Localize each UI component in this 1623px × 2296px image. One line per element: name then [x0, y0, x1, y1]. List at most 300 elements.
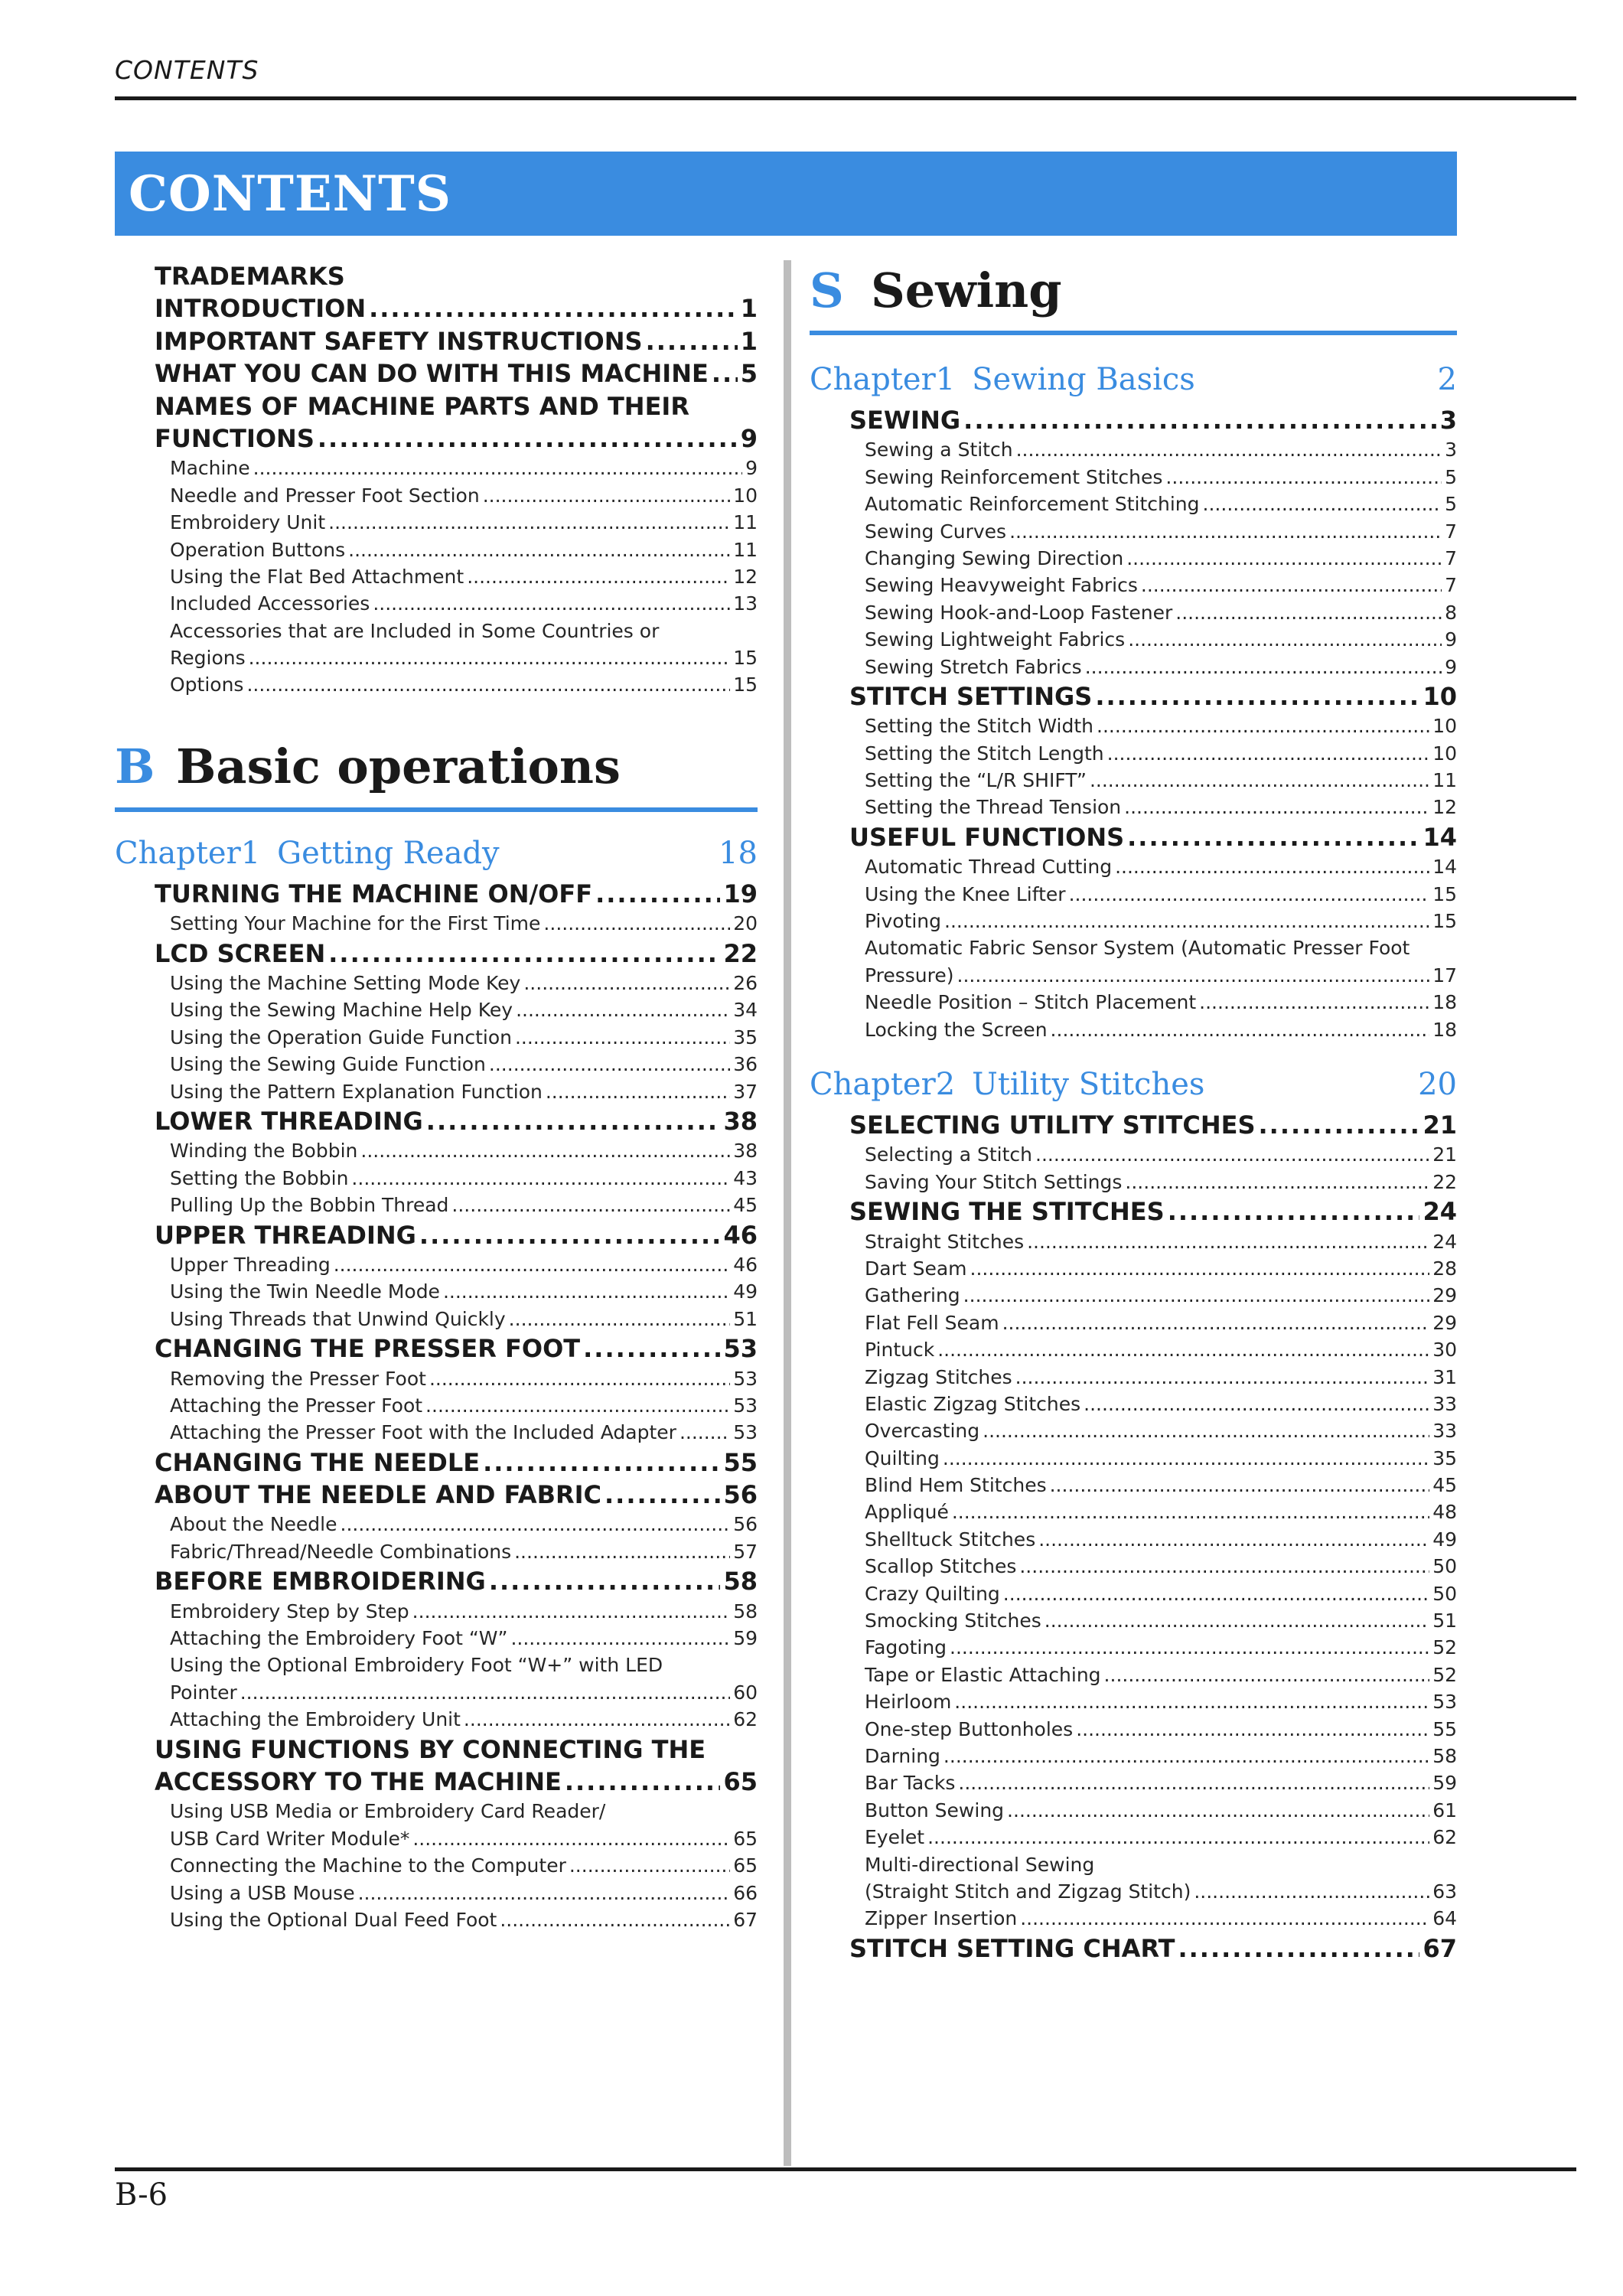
dot-leader — [1015, 1364, 1430, 1391]
toc-entry-title: Attaching the Presser Foot with the Included Adapter — [170, 1421, 676, 1444]
toc-entry-title: Using the Twin Needle Mode — [170, 1280, 440, 1303]
toc-subentry[interactable] — [865, 1716, 1457, 1743]
toc-entry-title: Tape or Elastic Attaching — [865, 1663, 1101, 1686]
toc-entry-page: 46 — [733, 1253, 758, 1276]
toc-entry[interactable] — [155, 1565, 758, 1597]
dot-leader — [419, 1219, 721, 1251]
dot-leader — [712, 357, 738, 390]
toc-subentry[interactable] — [865, 1634, 1457, 1661]
toc-entry-title: Crazy Quilting — [865, 1582, 1000, 1605]
toc-subentry[interactable] — [170, 563, 758, 590]
toc-subentry[interactable] — [170, 1679, 758, 1706]
toc-subentry[interactable] — [865, 1391, 1457, 1417]
toc-entry-title: One-step Buttonholes — [865, 1717, 1074, 1740]
toc-entry-title: IMPORTANT SAFETY INSTRUCTIONS — [155, 326, 643, 356]
toc-subentry[interactable] — [865, 599, 1457, 626]
dot-leader — [483, 1446, 720, 1479]
section-heading-sewing — [810, 260, 1457, 335]
toc-entry-page: 7 — [1445, 520, 1457, 543]
dot-leader — [1097, 713, 1429, 739]
dot-leader — [1125, 1169, 1429, 1195]
toc-entry-title: Saving Your Stitch Settings — [865, 1170, 1123, 1193]
toc-subentry[interactable] — [170, 1051, 758, 1078]
toc-entry-page: 14 — [1432, 856, 1457, 879]
toc-entry-title: Embroidery Step by Step — [170, 1600, 409, 1623]
toc-entry-page: 8 — [1445, 601, 1457, 624]
dot-leader — [412, 1825, 730, 1852]
section-title: Basic operations — [176, 739, 621, 795]
toc-entry-page: 18 — [1432, 1018, 1457, 1041]
toc-subentry[interactable] — [865, 989, 1457, 1016]
toc-entry-title: Using the Flat Bed Attachment — [170, 565, 464, 588]
chapter-title: Utility Stitches — [972, 1066, 1205, 1102]
toc-subentry[interactable] — [170, 455, 758, 481]
toc-entry-title: Connecting the Machine to the Computer — [170, 1854, 566, 1877]
dot-leader — [1084, 1391, 1429, 1417]
toc-subentry[interactable] — [170, 1798, 758, 1825]
toc-subentry[interactable] — [865, 1228, 1457, 1255]
toc-subentry[interactable] — [865, 436, 1457, 463]
dot-leader — [1124, 794, 1429, 820]
toc-entry-page: 7 — [1445, 574, 1457, 597]
toc-entry-page: 43 — [733, 1166, 758, 1189]
toc-entry-page: 11 — [733, 538, 758, 561]
toc-entry-title: Attaching the Presser Foot — [170, 1394, 423, 1417]
toc-entry-page: 58 — [733, 1600, 758, 1623]
chapter-number: Chapter1 — [810, 362, 956, 397]
toc-subentry[interactable] — [865, 626, 1457, 653]
toc-entry[interactable] — [155, 325, 758, 357]
toc-entry-title: STITCH SETTING CHART — [849, 1933, 1175, 1963]
toc-entry-title: Needle and Presser Foot Section — [170, 484, 480, 507]
dot-leader — [543, 910, 730, 937]
toc-entry-page: 17 — [1432, 964, 1457, 987]
dot-leader — [943, 1743, 1429, 1769]
dot-leader — [1104, 1662, 1430, 1688]
toc-subentry[interactable] — [170, 996, 758, 1023]
toc-subentry[interactable] — [170, 509, 758, 536]
dot-leader — [1035, 1141, 1429, 1168]
toc-subentry[interactable] — [170, 1137, 758, 1164]
dot-leader — [1259, 1109, 1420, 1141]
toc-entry-title: FUNCTIONS — [155, 423, 314, 453]
dot-leader — [373, 590, 730, 617]
toc-subentry[interactable] — [865, 1526, 1457, 1553]
toc-entry-page: 63 — [1432, 1880, 1457, 1903]
toc-entry-title: Machine — [170, 457, 250, 480]
toc-entry-title: Multi-directional Sewing — [865, 1853, 1095, 1876]
toc-entry-page: 55 — [1432, 1717, 1457, 1740]
dot-leader — [963, 404, 1437, 436]
sewing-basics-entries — [810, 404, 1457, 1043]
toc-entry-page: 67 — [733, 1908, 758, 1931]
toc-entry-title: Dart Seam — [865, 1257, 967, 1280]
toc-entry[interactable] — [155, 1446, 758, 1479]
dot-leader — [1095, 680, 1419, 713]
toc-entry[interactable] — [849, 1932, 1457, 1965]
toc-entry-title: CHANGING THE PRESSER FOOT — [155, 1334, 581, 1364]
toc-subentry[interactable] — [865, 1824, 1457, 1851]
toc-entry[interactable] — [155, 1766, 758, 1798]
toc-entry-title: Using the Pattern Explanation Function — [170, 1080, 543, 1103]
toc-subentry[interactable] — [170, 1419, 758, 1446]
toc-entry-title: UPPER THREADING — [155, 1220, 416, 1250]
toc-entry-title: Zipper Insertion — [865, 1907, 1018, 1930]
toc-entry-title: Fagoting — [865, 1636, 947, 1659]
toc-entry-page: 38 — [723, 1106, 758, 1136]
dot-leader — [516, 996, 730, 1023]
chapter-title: Sewing Basics — [972, 362, 1195, 397]
toc-subentry[interactable] — [865, 1417, 1457, 1444]
toc-entry-title: Bar Tacks — [865, 1772, 956, 1795]
dot-leader — [927, 1824, 1429, 1851]
toc-entry-page: 15 — [733, 647, 758, 670]
dot-leader — [1069, 881, 1430, 908]
toc-subentry[interactable] — [170, 1278, 758, 1305]
toc-entry-page: 53 — [733, 1394, 758, 1417]
utility-stitches-entries — [810, 1109, 1457, 1965]
toc-subentry[interactable] — [170, 482, 758, 509]
toc-subentry[interactable] — [865, 740, 1457, 767]
toc-entry-page: 55 — [723, 1447, 758, 1477]
toc-entry-page: 35 — [733, 1026, 758, 1049]
toc-subentry[interactable] — [170, 1706, 758, 1733]
toc-subentry[interactable] — [170, 1078, 758, 1105]
toc-entry-title: Using a USB Mouse — [170, 1881, 355, 1904]
toc-entry-page: 61 — [1432, 1799, 1457, 1821]
toc-entry[interactable] — [155, 422, 758, 455]
dot-leader — [451, 1192, 730, 1218]
toc-subentry[interactable] — [865, 1553, 1457, 1580]
toc-entry-page: 21 — [1432, 1143, 1457, 1166]
toc-entry-page: 58 — [723, 1567, 758, 1596]
toc-entry-page: 46 — [723, 1220, 758, 1250]
toc-entry-page: 49 — [733, 1280, 758, 1303]
toc-entry[interactable] — [155, 390, 758, 422]
dot-leader — [412, 1598, 731, 1625]
toc-entry-title: USB Card Writer Module* — [170, 1827, 410, 1850]
toc-subentry[interactable] — [865, 1282, 1457, 1309]
toc-entry-page: 11 — [1432, 769, 1457, 792]
right-column — [810, 260, 1457, 1965]
toc-entry-title: Attaching the Embroidery Foot “W” — [170, 1627, 508, 1650]
toc-entry-title: Sewing Lightweight Fabrics — [865, 628, 1126, 651]
bottom-rule — [115, 2167, 1576, 2171]
toc-subentry[interactable] — [170, 1024, 758, 1051]
toc-subentry[interactable] — [865, 654, 1457, 680]
toc-subentry[interactable] — [865, 1688, 1457, 1715]
toc-entry[interactable] — [849, 404, 1457, 436]
toc-entry-title: Sewing a Stitch — [865, 439, 1013, 461]
toc-entry-page: 1 — [740, 294, 758, 324]
toc-subentry[interactable] — [865, 1878, 1457, 1905]
toc-entry-title: Heirloom — [865, 1691, 952, 1714]
toc-entry-page: 51 — [733, 1307, 758, 1330]
left-column — [115, 260, 758, 1933]
toc-entry-title: BEFORE EMBROIDERING — [155, 1567, 486, 1596]
toc-subentry[interactable] — [865, 1905, 1457, 1932]
toc-entry-title: Attaching the Embroidery Unit — [170, 1708, 461, 1731]
toc-entry-page: 14 — [1423, 822, 1457, 852]
dot-leader — [546, 1078, 730, 1105]
front-matter-list — [115, 260, 758, 455]
toc-entry-title: Using the Knee Lifter — [865, 882, 1066, 905]
toc-subentry[interactable] — [865, 464, 1457, 491]
toc-subentry[interactable] — [865, 1851, 1457, 1878]
toc-entry-title: Changing Sewing Direction — [865, 546, 1124, 569]
toc-entry-title: Elastic Zigzag Stitches — [865, 1392, 1081, 1415]
toc-subentry[interactable] — [170, 1906, 758, 1933]
toc-entry-title: INTRODUCTION — [155, 294, 367, 324]
chapter-heading-sewing-basics[interactable] — [810, 358, 1457, 401]
toc-entry-page: 29 — [1432, 1311, 1457, 1334]
toc-entry-title: Selecting a Stitch — [865, 1143, 1033, 1166]
toc-subentry[interactable] — [170, 1538, 758, 1565]
toc-subentry[interactable] — [170, 590, 758, 617]
dot-leader — [952, 1499, 1429, 1525]
toc-entry[interactable] — [849, 1109, 1457, 1141]
column-divider — [784, 260, 791, 2166]
toc-subentry[interactable] — [865, 1169, 1457, 1195]
toc-entry-title: Removing the Presser Foot — [170, 1367, 426, 1390]
toc-entry-title: Included Accessories — [170, 592, 370, 615]
toc-entry-title: Using the Optional Dual Feed Foot — [170, 1908, 497, 1931]
toc-entry-page: 15 — [1432, 882, 1457, 905]
toc-entry[interactable] — [155, 292, 758, 325]
toc-entry-page: 1 — [740, 326, 758, 356]
toc-entry-title: LOWER THREADING — [155, 1106, 423, 1136]
toc-subentry[interactable] — [170, 618, 758, 644]
toc-entry-page: 9 — [745, 457, 758, 480]
toc-subentry[interactable] — [865, 713, 1457, 739]
toc-entry-page: 57 — [733, 1540, 758, 1563]
toc-entry[interactable] — [849, 680, 1457, 713]
dot-leader — [595, 878, 720, 910]
toc-subentry[interactable] — [865, 908, 1457, 934]
toc-entry-page: 10 — [1432, 742, 1457, 765]
toc-subentry[interactable] — [865, 491, 1457, 517]
toc-entry-title: Sewing Hook-and-Loop Fastener — [865, 601, 1173, 624]
dot-leader — [426, 1105, 721, 1137]
toc-subentry[interactable] — [170, 1625, 758, 1652]
toc-subentry[interactable] — [865, 1797, 1457, 1824]
toc-subentry[interactable] — [170, 1392, 758, 1419]
toc-entry-title: Needle Position – Stitch Placement — [865, 991, 1197, 1014]
toc-entry-title: Setting the Stitch Width — [865, 715, 1094, 738]
toc-entry-page: 30 — [1432, 1339, 1457, 1362]
toc-entry-page: 53 — [733, 1421, 758, 1444]
dot-leader — [348, 536, 730, 563]
dot-leader — [565, 1766, 721, 1798]
toc-entry-title: Button Sewing — [865, 1799, 1005, 1821]
toc-subentry[interactable] — [170, 1825, 758, 1852]
toc-entry-page: 56 — [723, 1480, 758, 1510]
toc-entry-title: Sewing Heavyweight Fabrics — [865, 574, 1138, 597]
toc-entry-title: Pivoting — [865, 910, 942, 933]
toc-subentry[interactable] — [170, 1251, 758, 1278]
toc-entry[interactable] — [155, 357, 758, 390]
toc-entry-page: 35 — [1432, 1446, 1457, 1469]
toc-entry-title: Using the Sewing Guide Function — [170, 1053, 486, 1076]
toc-subentry[interactable] — [865, 934, 1457, 961]
toc-subentry[interactable] — [865, 1141, 1457, 1168]
toc-subentry[interactable] — [170, 1852, 758, 1879]
toc-subentry[interactable] — [865, 1255, 1457, 1282]
toc-subentry[interactable] — [170, 1192, 758, 1218]
chapter-number: Chapter1 — [115, 835, 261, 871]
toc-entry-page: 24 — [1423, 1197, 1457, 1227]
toc-subentry[interactable] — [170, 1598, 758, 1625]
toc-subentry[interactable] — [865, 881, 1457, 908]
toc-entry-title: Operation Buttons — [170, 538, 346, 561]
chapter-page: 2 — [1437, 362, 1457, 397]
toc-subentry[interactable] — [170, 970, 758, 996]
toc-entry[interactable] — [155, 1479, 758, 1511]
toc-entry[interactable] — [155, 878, 758, 910]
dot-leader — [1050, 1472, 1430, 1499]
toc-entry-title: Setting the Stitch Length — [865, 742, 1104, 765]
dot-leader — [443, 1278, 730, 1305]
toc-subentry[interactable] — [865, 962, 1457, 989]
toc-entry-page: 10 — [1423, 681, 1457, 711]
toc-entry[interactable] — [849, 1195, 1457, 1228]
toc-subentry[interactable] — [865, 572, 1457, 598]
toc-entry-page: 48 — [1432, 1501, 1457, 1524]
toc-entry-page: 65 — [733, 1827, 758, 1850]
dot-leader — [950, 1634, 1429, 1661]
dot-leader — [954, 1688, 1429, 1715]
toc-subentry[interactable] — [865, 853, 1457, 880]
toc-subentry[interactable] — [865, 1364, 1457, 1391]
dot-leader — [510, 1625, 730, 1652]
toc-entry-title: LCD SCREEN — [155, 938, 326, 968]
toc-entry-page: 9 — [1445, 628, 1457, 651]
page-number: B-6 — [115, 2177, 168, 2213]
toc-subentry[interactable] — [170, 1165, 758, 1192]
toc-subentry[interactable] — [170, 1306, 758, 1332]
toc-entry[interactable] — [155, 1733, 758, 1766]
toc-entry-title: Automatic Thread Cutting — [865, 856, 1113, 879]
toc-entry-title: Zigzag Stitches — [865, 1365, 1012, 1388]
toc-entry-page: 53 — [1432, 1691, 1457, 1714]
toc-entry-page: 21 — [1423, 1110, 1457, 1140]
section-heading-basic-operations — [115, 737, 758, 812]
toc-entry-page: 45 — [733, 1194, 758, 1217]
toc-subentry[interactable] — [865, 1016, 1457, 1043]
toc-subentry[interactable] — [865, 794, 1457, 820]
toc-entry-page: 22 — [723, 938, 758, 968]
dot-leader — [583, 1332, 720, 1365]
toc-subentry[interactable] — [865, 545, 1457, 572]
toc-entry-page: 3 — [1445, 439, 1457, 461]
toc-subentry[interactable] — [865, 767, 1457, 794]
toc-entry-page: 62 — [1432, 1826, 1457, 1849]
toc-entry-title: USEFUL FUNCTIONS — [849, 822, 1125, 852]
dot-leader — [483, 482, 730, 509]
toc-subentry[interactable] — [170, 1880, 758, 1906]
toc-entry[interactable] — [155, 938, 758, 970]
toc-subentry[interactable] — [865, 1499, 1457, 1525]
dot-leader — [1085, 654, 1442, 680]
dot-leader — [943, 1445, 1429, 1472]
toc-subentry[interactable] — [170, 1365, 758, 1392]
dot-leader — [1090, 767, 1429, 794]
dot-leader — [1003, 1580, 1429, 1607]
toc-entry[interactable] — [849, 821, 1457, 853]
chapter-heading-getting-ready[interactable] — [115, 832, 758, 875]
toc-subentry[interactable] — [865, 1472, 1457, 1499]
toc-entry-title: USING FUNCTIONS BY CONNECTING THE — [155, 1734, 706, 1764]
dot-leader — [249, 644, 731, 671]
toc-entry-page: 36 — [733, 1053, 758, 1076]
toc-subentry[interactable] — [170, 1511, 758, 1538]
chapter-heading-utility-stitches[interactable] — [810, 1063, 1457, 1106]
toc-subentry[interactable] — [865, 1743, 1457, 1769]
dot-leader — [957, 962, 1430, 989]
toc-entry-title: Shelltuck Stitches — [865, 1528, 1036, 1551]
toc-entry-page: 18 — [1432, 991, 1457, 1014]
toc-entry-title: Quilting — [865, 1446, 940, 1469]
toc-subentry[interactable] — [170, 536, 758, 563]
toc-subentry[interactable] — [170, 644, 758, 671]
toc-entry-title: About the Needle — [170, 1513, 337, 1536]
dot-leader — [1199, 989, 1429, 1016]
toc-subentry[interactable] — [170, 910, 758, 937]
toc-entry[interactable] — [155, 260, 758, 292]
toc-entry-page: 50 — [1432, 1555, 1457, 1578]
toc-subentry[interactable] — [865, 518, 1457, 545]
toc-subentry[interactable] — [865, 1662, 1457, 1688]
toc-subentry[interactable] — [170, 671, 758, 698]
toc-entry[interactable] — [155, 1332, 758, 1365]
toc-entry-page: 7 — [1445, 546, 1457, 569]
dot-leader — [1165, 464, 1442, 491]
toc-subentry[interactable] — [170, 1652, 758, 1678]
toc-entry-title: Pressure) — [865, 964, 954, 987]
toc-entry-page: 13 — [733, 592, 758, 615]
chapter-number: Chapter2 — [810, 1066, 956, 1102]
toc-entry-title: Flat Fell Seam — [865, 1311, 999, 1334]
toc-entry-title: STITCH SETTINGS — [849, 681, 1093, 711]
toc-entry[interactable] — [155, 1219, 758, 1251]
toc-subentry[interactable] — [865, 1607, 1457, 1634]
toc-entry-title: Smocking Stitches — [865, 1609, 1041, 1632]
toc-subentry[interactable] — [865, 1445, 1457, 1472]
toc-entry-title: ABOUT THE NEEDLE AND FABRIC — [155, 1480, 601, 1510]
toc-subentry[interactable] — [865, 1769, 1457, 1796]
toc-entry-page: 24 — [1432, 1230, 1457, 1253]
dot-leader — [515, 1024, 730, 1051]
dot-leader — [369, 292, 738, 325]
toc-subentry[interactable] — [865, 1580, 1457, 1607]
toc-entry-page: 53 — [723, 1334, 758, 1364]
chapter-page: 20 — [1418, 1066, 1457, 1102]
toc-subentry[interactable] — [865, 1309, 1457, 1336]
toc-entry-page: 64 — [1432, 1907, 1457, 1930]
toc-subentry[interactable] — [865, 1336, 1457, 1363]
toc-entry-page: 60 — [733, 1681, 758, 1704]
top-rule — [115, 96, 1576, 100]
dot-leader — [937, 1336, 1429, 1363]
dot-leader — [523, 970, 730, 996]
dot-leader — [1076, 1716, 1429, 1743]
toc-entry[interactable] — [155, 1105, 758, 1137]
dot-leader — [1203, 491, 1442, 517]
toc-entry-page: 45 — [1432, 1474, 1457, 1497]
dot-leader — [1128, 626, 1442, 653]
toc-entry-title: Pintuck — [865, 1339, 935, 1362]
dot-leader — [1178, 1932, 1419, 1965]
